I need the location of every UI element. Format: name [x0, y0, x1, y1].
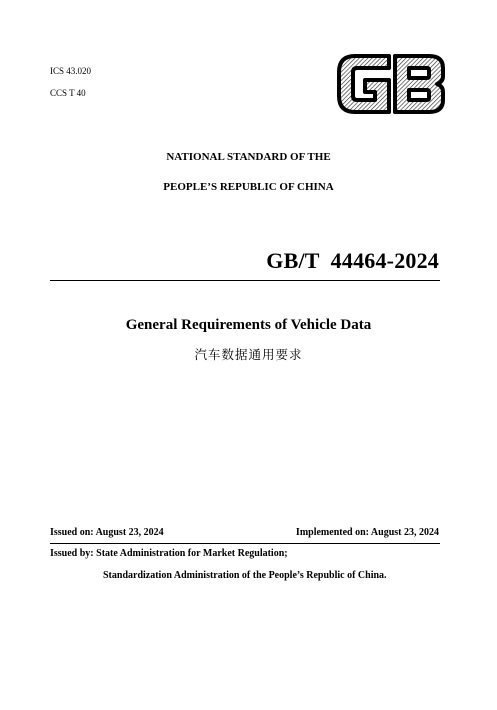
document-title-chinese: 汽车数据通用要求 [194, 347, 303, 362]
issued-on-date: Issued on: August 23, 2024 [50, 527, 164, 538]
top-divider [50, 280, 440, 281]
gb-logo [333, 50, 449, 118]
implemented-on-date: Implemented on: August 23, 2024 [295, 527, 439, 538]
bottom-divider [50, 543, 440, 544]
issued-by-line-2: Standardization Administration of the People’s Republic of China. [103, 570, 387, 581]
document-title-english: General Requirements of Vehicle Data [125, 317, 372, 333]
ics-code: ICS 43.020 [50, 66, 92, 76]
national-standard-line-2: PEOPLE’S REPUBLIC OF CHINA [163, 181, 334, 193]
ccs-code: CCS T 40 [50, 88, 86, 98]
issued-by-line-1: Issued by: State Administration for Market Regulation; [50, 548, 288, 559]
standard-number: GB/T 44464-2024 [266, 248, 439, 273]
national-standard-line-1: NATIONAL STANDARD OF THE [166, 151, 331, 163]
